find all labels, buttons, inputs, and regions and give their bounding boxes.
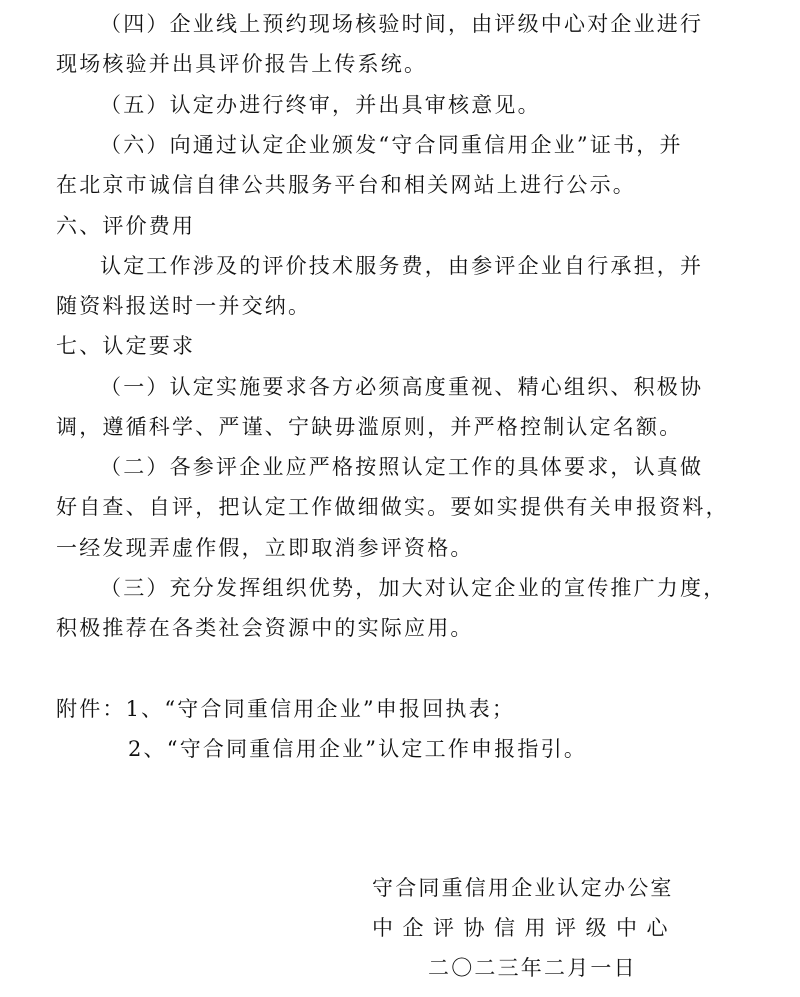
- issuing-office: 守合同重信用企业认定办公室: [372, 876, 674, 900]
- attachment-line: 附件：1、“守合同重信用企业”申报回执表；: [56, 697, 516, 721]
- issuing-center: 中企评协信用评级中心: [372, 916, 677, 940]
- paragraph-line: 好自查、自评，把认定工作做细做实。要如实提供有关申报资料，: [56, 495, 729, 519]
- issue-date: 二〇二三年二月一日: [428, 956, 637, 980]
- section-heading: 七、认定要求: [56, 334, 196, 358]
- paragraph-line: 随资料报送时一并交纳。: [56, 294, 312, 318]
- paragraph-line: 调，遵循科学、严谨、宁缺毋滥原则，并严格控制认定名额。: [56, 415, 683, 439]
- paragraph-line: （二）各参评企业应严格按照认定工作的具体要求，认真做: [100, 455, 704, 479]
- section-heading: 六、评价费用: [56, 214, 196, 238]
- attachment-line: 2、“守合同重信用企业”认定工作申报指引。: [128, 737, 588, 761]
- paragraph-line: （四）企业线上预约现场核验时间，由评级中心对企业进行: [100, 12, 704, 36]
- paragraph-line: （一）认定实施要求各方必须高度重视、精心组织、积极协: [100, 375, 704, 399]
- paragraph-line: 认定工作涉及的评价技术服务费，由参评企业自行承担，并: [100, 254, 704, 278]
- paragraph-line: （五）认定办进行终审，并出具审核意见。: [100, 93, 541, 117]
- paragraph-line: （六）向通过认定企业颁发“守合同重信用企业”证书，并: [100, 133, 683, 157]
- paragraph-line: 一经发现弄虚作假，立即取消参评资格。: [56, 536, 474, 560]
- paragraph-line: 在北京市诚信自律公共服务平台和相关网站上进行公示。: [56, 173, 636, 197]
- paragraph-line: 积极推荐在各类社会资源中的实际应用。: [56, 616, 474, 640]
- paragraph-line: （三）充分发挥组织优势，加大对认定企业的宣传推广力度，: [100, 576, 727, 600]
- paragraph-line: 现场核验并出具评价报告上传系统。: [56, 52, 428, 76]
